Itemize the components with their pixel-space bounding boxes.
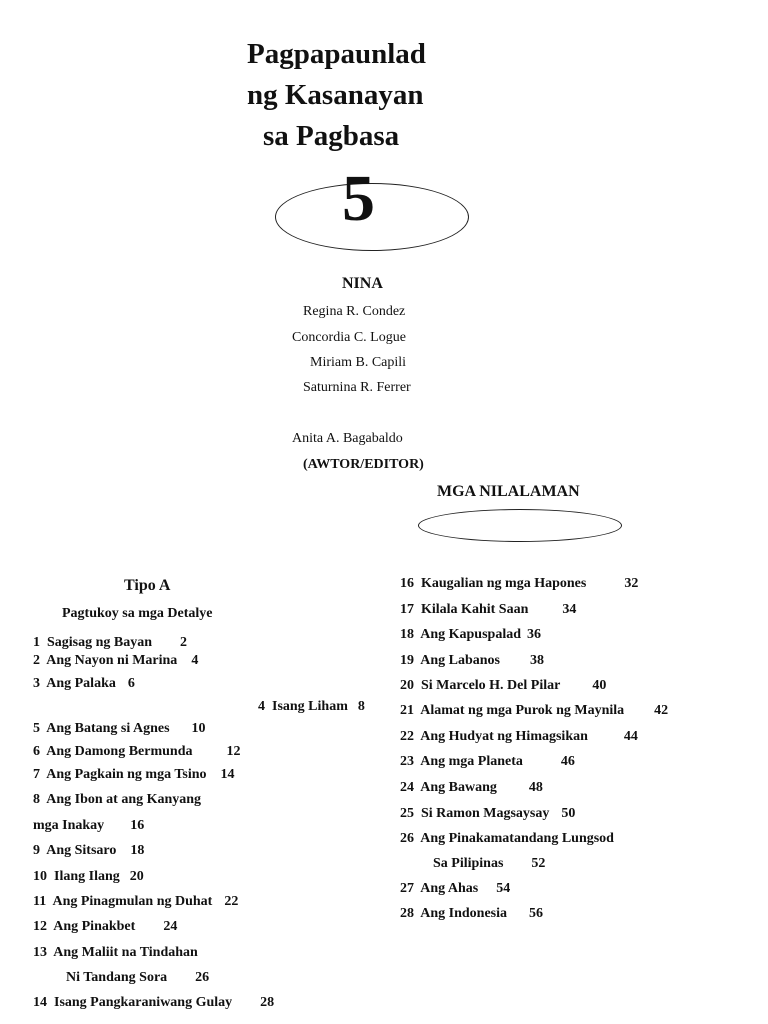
authors-heading: NINA — [342, 275, 383, 292]
toc-entry: 16 Kaugalian ng mga Hapones 32 — [400, 576, 639, 591]
toc-entry: Sa Pilipinas 52 — [433, 856, 546, 871]
contents-heading: MGA NILALAMAN — [437, 483, 580, 500]
author-name: Miriam B. Capili — [310, 355, 407, 370]
editor-name: Anita A. Bagabaldo — [292, 431, 403, 446]
toc-entry: 20 Si Marcelo H. Del Pilar 40 — [400, 678, 607, 693]
grade-number: 5 — [342, 162, 375, 235]
editor-role: (AWTOR/EDITOR) — [303, 457, 424, 472]
toc-entry: 25 Si Ramon Magsaysay 50 — [400, 806, 576, 821]
toc-entry: 1 Sagisag ng Bayan 2 — [33, 635, 188, 650]
title-line-3: sa Pagbasa — [263, 120, 400, 152]
author-name: Regina R. Condez — [303, 304, 406, 319]
toc-entry: Ni Tandang Sora 26 — [66, 970, 210, 985]
toc-entry: 17 Kilala Kahit Saan 34 — [400, 602, 577, 617]
toc-entry: 12 Ang Pinakbet 24 — [33, 919, 178, 934]
toc-entry: 18 Ang Kapuspalad 36 — [400, 627, 542, 642]
section-title: Tipo A — [124, 577, 171, 594]
toc-entry: 10 Ilang Ilang 20 — [33, 869, 144, 884]
toc-entry: mga Inakay 16 — [33, 818, 145, 833]
toc-entry: 2 Ang Nayon ni Marina 4 — [33, 653, 199, 668]
toc-entry: 14 Isang Pangkaraniwang Gulay 28 — [33, 995, 275, 1010]
toc-entry: 11 Ang Pinagmulan ng Duhat 22 — [33, 894, 239, 909]
toc-entry: 4 Isang Liham 8 — [258, 699, 365, 714]
toc-entry: 9 Ang Sitsaro 18 — [33, 843, 145, 858]
section-subtitle: Pagtukoy sa mga Detalye — [62, 606, 213, 621]
toc-entry: 13 Ang Maliit na Tindahan — [33, 945, 198, 960]
toc-entry: 28 Ang Indonesia 56 — [400, 906, 543, 921]
author-name: Concordia C. Logue — [292, 330, 406, 345]
title-line-1: Pagpapaunlad — [247, 38, 426, 70]
toc-entry: 6 Ang Damong Bermunda 12 — [33, 744, 241, 759]
contents-oval — [418, 509, 622, 542]
toc-entry: 3 Ang Palaka 6 — [33, 676, 135, 691]
toc-entry: 24 Ang Bawang 48 — [400, 780, 543, 795]
title-line-2: ng Kasanayan — [247, 79, 424, 111]
toc-entry: 22 Ang Hudyat ng Himagsikan 44 — [400, 729, 638, 744]
toc-entry: 8 Ang Ibon at ang Kanyang — [33, 792, 202, 807]
toc-entry: 5 Ang Batang si Agnes 10 — [33, 721, 206, 736]
author-name: Saturnina R. Ferrer — [303, 380, 411, 395]
toc-entry: 27 Ang Ahas 54 — [400, 881, 511, 896]
toc-entry: 19 Ang Labanos 38 — [400, 653, 544, 668]
toc-entry: 26 Ang Pinakamatandang Lungsod — [400, 831, 614, 846]
toc-entry: 7 Ang Pagkain ng mga Tsino 14 — [33, 767, 235, 782]
toc-entry: 23 Ang mga Planeta 46 — [400, 754, 575, 769]
toc-entry: 21 Alamat ng mga Purok ng Maynila 42 — [400, 703, 669, 718]
